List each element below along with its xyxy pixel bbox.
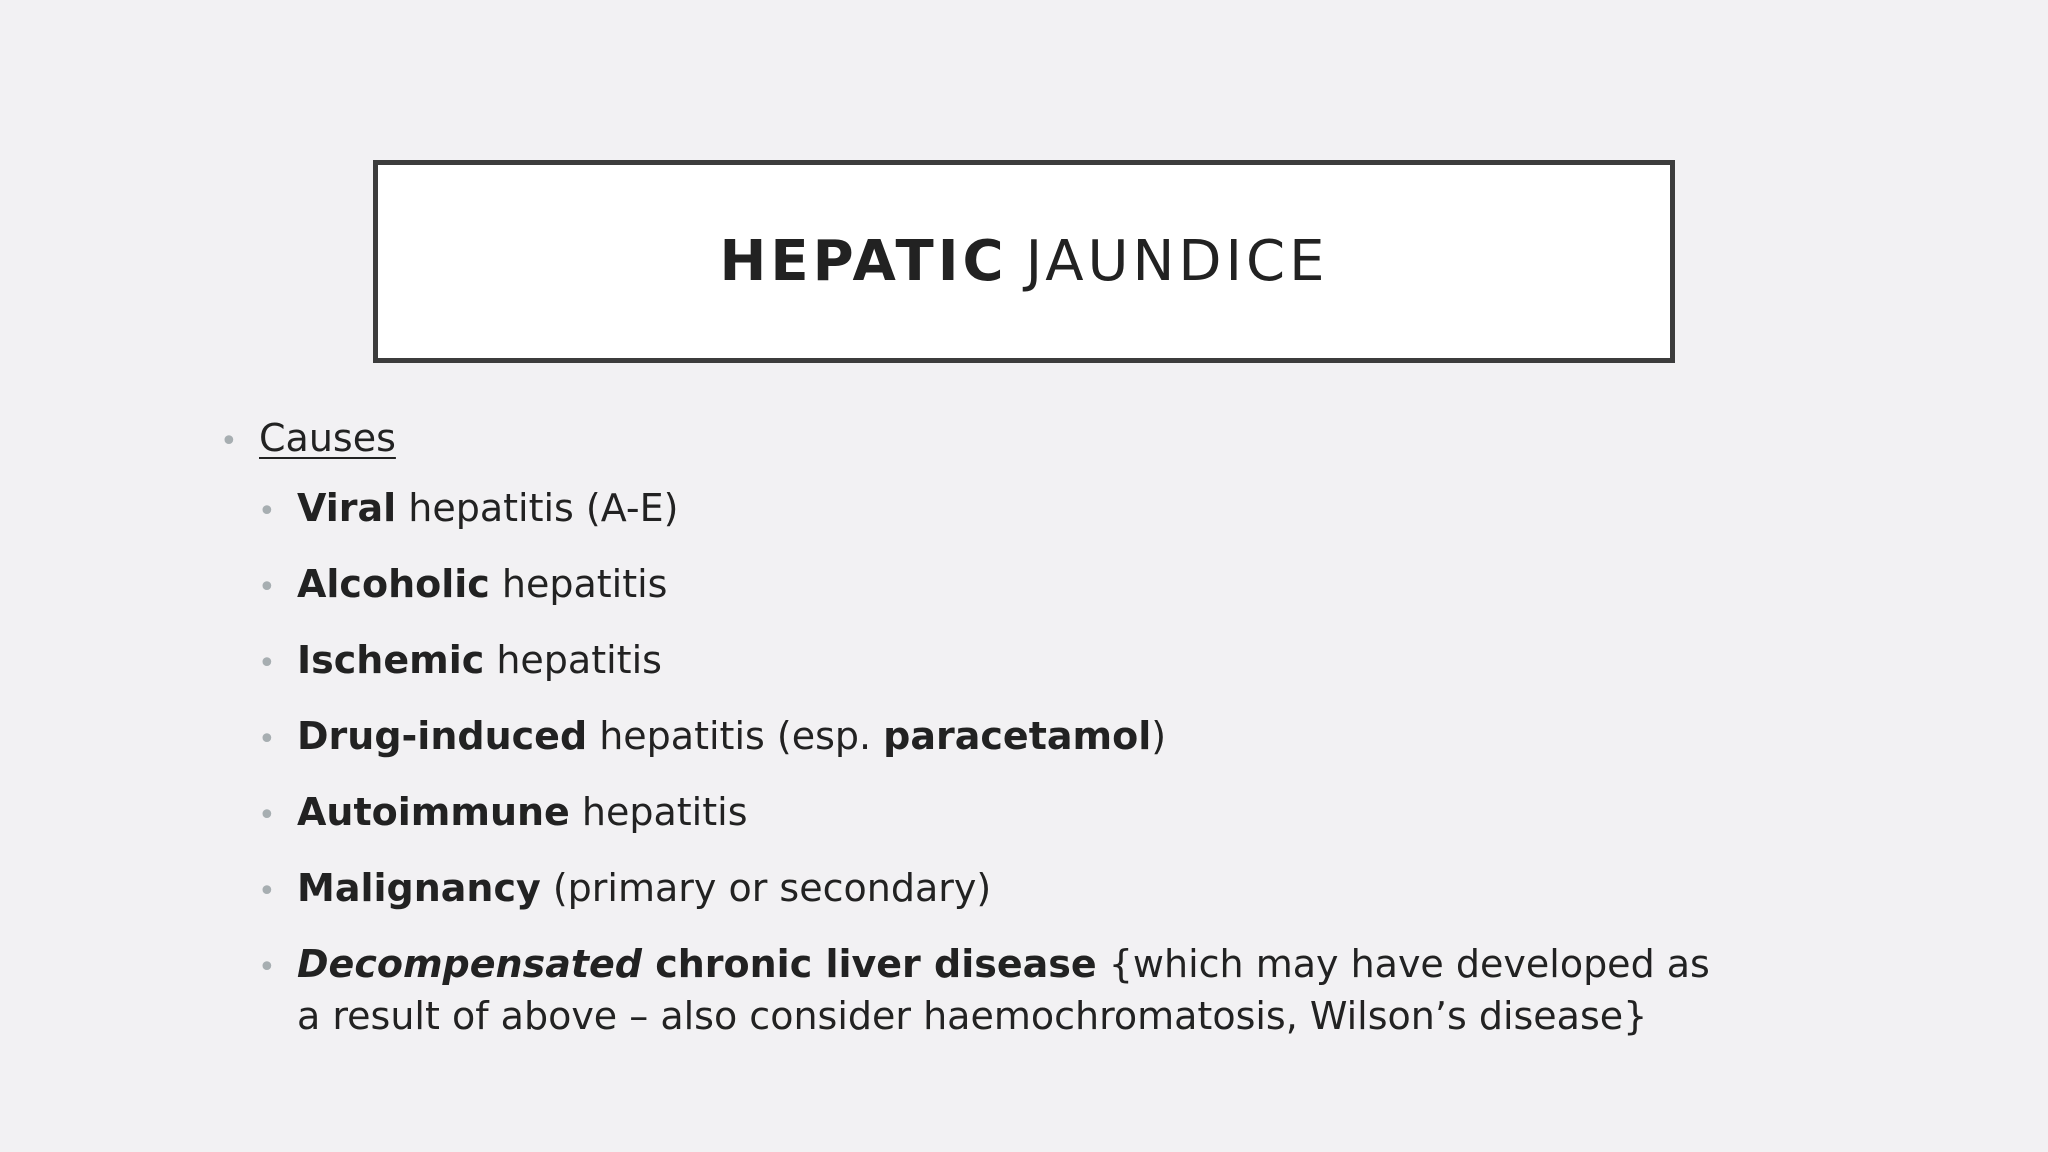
list-item [258, 558, 1720, 614]
bullet-dot-icon: • [258, 798, 276, 833]
item-bold: Viral [297, 486, 397, 530]
bullet-dot-icon: • [258, 722, 276, 757]
item-italic-bold: Decompensated [297, 942, 642, 986]
item-rest: hepatitis (A-E) [396, 486, 679, 530]
item-bold: Ischemic [297, 638, 485, 682]
item-rest: hepatitis [489, 562, 668, 606]
bullet-dot-icon: • [258, 570, 276, 605]
item-bold: Malignancy [297, 866, 541, 910]
bullet-dot-icon: • [258, 950, 276, 985]
list-item-text [297, 786, 1720, 838]
item-rest: hepatitis [569, 790, 748, 834]
bullet-dot-icon: • [258, 874, 276, 909]
title-box [373, 160, 1675, 363]
bullet-dot-icon: • [258, 494, 276, 529]
title-bold-part: HEPATIC [719, 229, 1008, 294]
bullet-causes [220, 408, 1720, 472]
list-item-text [297, 634, 1720, 686]
item-rest-2: ) [1151, 714, 1167, 758]
item-rest: {which may have developed as a result of above – also consider haemochromatosis, Wilson’s disease} [297, 942, 1710, 1038]
item-rest: hepatitis [484, 638, 662, 682]
causes-sublist [258, 482, 1720, 1042]
item-bold-2: paracetamol [883, 714, 1152, 758]
list-item [258, 786, 1720, 842]
list-item-text [297, 710, 1720, 762]
bullet-dot-icon: • [220, 424, 238, 459]
item-rest: (primary or secondary) [540, 866, 992, 910]
item-bold: chronic liver disease [641, 942, 1097, 986]
list-item [258, 862, 1720, 918]
list-item [258, 710, 1720, 766]
item-bold: Autoimmune [297, 790, 570, 834]
slide-title [720, 229, 1329, 294]
bullet-content [220, 408, 1720, 1062]
title-regular-part: JAUNDICE [1025, 229, 1329, 294]
list-item-text [297, 558, 1720, 610]
list-item [258, 634, 1720, 690]
list-item [258, 482, 1720, 538]
item-rest: hepatitis (esp. [587, 714, 884, 758]
list-item-text [297, 862, 1720, 914]
bullet-dot-icon: • [258, 646, 276, 681]
list-item-text [297, 938, 1720, 1042]
list-item-text [297, 482, 1720, 534]
list-item [258, 938, 1720, 1042]
item-bold: Drug-induced [297, 714, 588, 758]
causes-heading: Causes [259, 416, 396, 460]
item-bold: Alcoholic [297, 562, 490, 606]
